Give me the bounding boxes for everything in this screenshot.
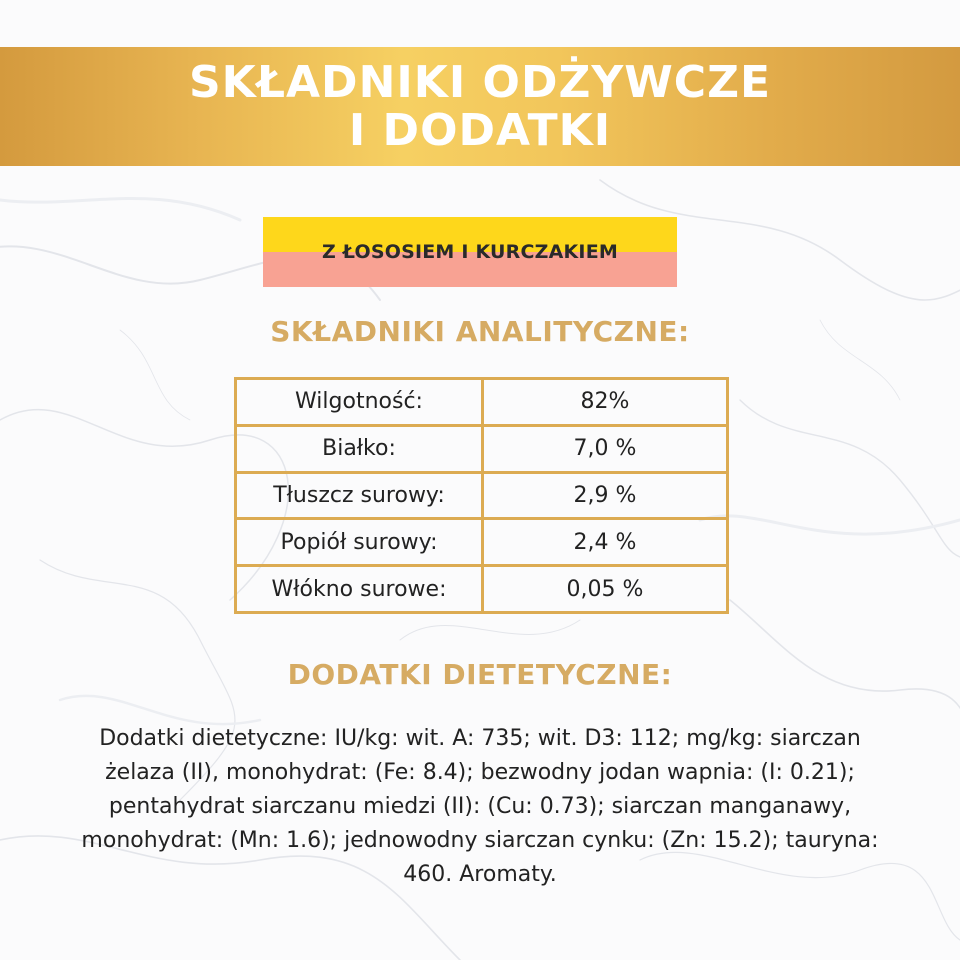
title-line-1: SKŁADNIKI ODŻYWCZE <box>188 56 772 108</box>
table-row <box>236 472 728 519</box>
row-label: Popiół surowy: <box>236 519 483 566</box>
table-row <box>236 379 728 426</box>
row-value: 7,0 % <box>483 425 728 472</box>
additives-heading: DODATKI DIETETYCZNE: <box>287 658 673 691</box>
row-value: 82% <box>483 379 728 426</box>
row-value: 2,4 % <box>483 519 728 566</box>
row-label: Tłuszcz surowy: <box>236 472 483 519</box>
table-row <box>236 519 728 566</box>
variant-badge <box>263 217 677 287</box>
row-label: Wilgotność: <box>236 379 483 426</box>
table-row <box>236 425 728 472</box>
title-banner <box>0 47 960 166</box>
row-label: Włókno surowe: <box>236 566 483 613</box>
row-label: Białko: <box>236 425 483 472</box>
nutrition-table <box>234 377 729 614</box>
analytical-heading: SKŁADNIKI ANALITYCZNE: <box>270 315 690 348</box>
row-value: 2,9 % <box>483 472 728 519</box>
additives-paragraph: Dodatki dietetyczne: IU/kg: wit. A: 735; wit. D3: 112; mg/kg: siarczan żelaza (II), monohydrat: (Fe: 8.4); bezwodny jodan wapnia: (I: 0.21); pentahydrat siarczanu miedzi (II): (Cu: 0.73); siarczan manganawy, monohydrat: (Mn: 1.6); jednowodny siarczan cynku: (Zn: 15.2); tauryna: 460. Aromaty. <box>81 726 879 887</box>
table-row <box>236 566 728 613</box>
title-line-2: I DODATKI <box>348 104 612 156</box>
variant-label: Z ŁOSOSIEM I KURCZAKIEM <box>322 241 618 263</box>
row-value: 0,05 % <box>483 566 728 613</box>
